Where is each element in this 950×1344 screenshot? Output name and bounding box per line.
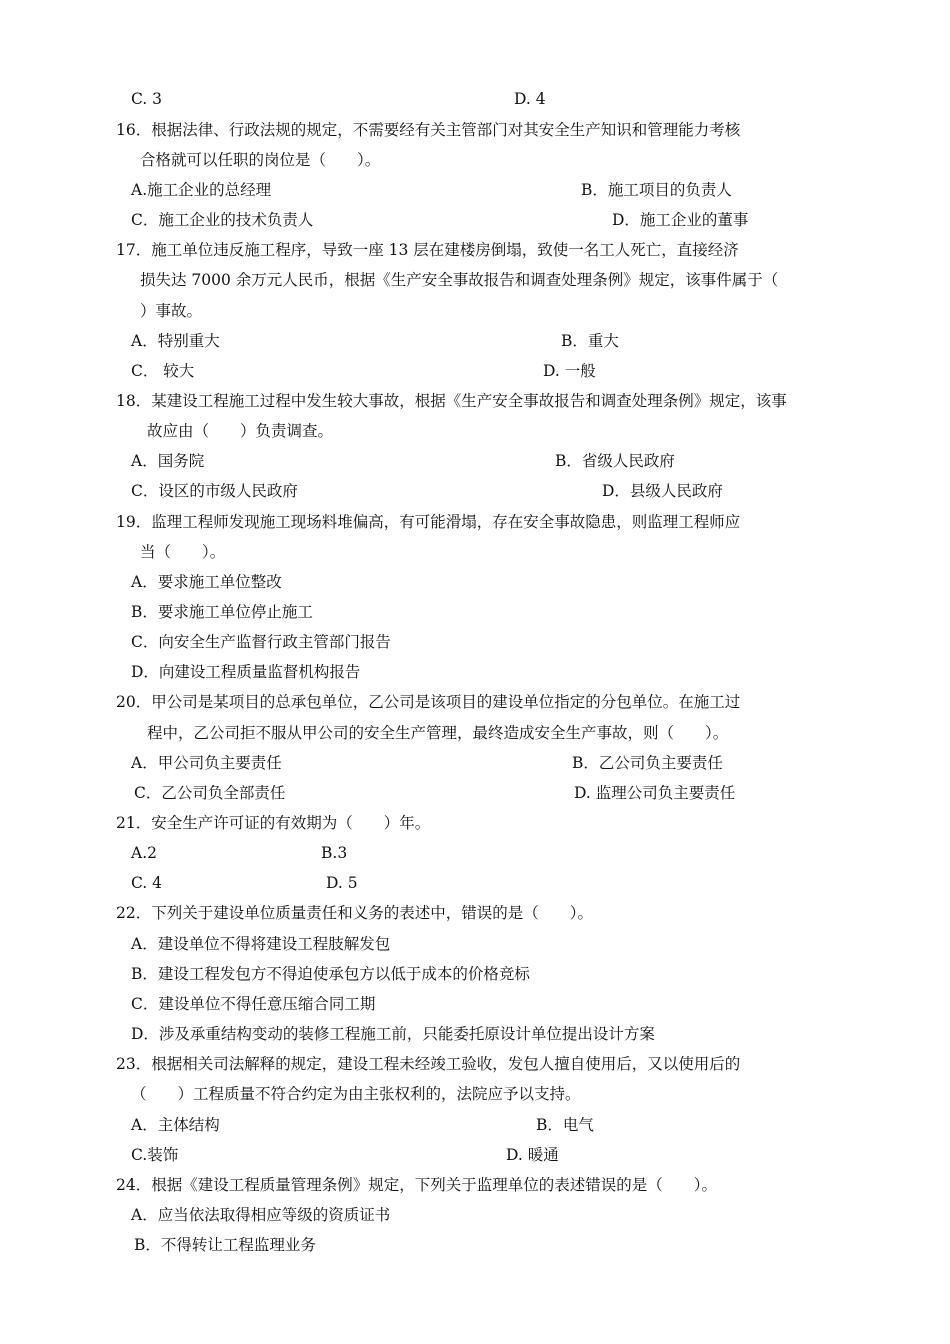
text-line: 23．根据相关司法解释的规定，建设工程未经竣工验收，发包人擅自使用后，又以使用后的 <box>116 1055 741 1073</box>
text-line: D. 一般 <box>543 362 596 380</box>
text-line: 合格就可以任职的岗位是（ ）。 <box>140 151 381 169</box>
text-line: B．施工项目的负责人 <box>581 181 732 199</box>
text-line: C．建设单位不得任意压缩合同工期 <box>131 995 376 1013</box>
text-line: D．涉及承重结构变动的装修工程施工前，只能委托原设计单位提出设计方案 <box>131 1025 655 1043</box>
text-line: B．建设工程发包方不得迫使承包方以低于成本的价格竞标 <box>131 965 530 983</box>
text-line: A.施工企业的总经理 <box>131 181 272 199</box>
text-line: A．甲公司负主要责任 <box>131 754 282 772</box>
text-line: 21．安全生产许可证的有效期为（ ）年。 <box>116 814 431 832</box>
text-line: 故应由（ ）负责调查。 <box>147 422 334 440</box>
text-line: A．特别重大 <box>131 332 220 350</box>
text-line: B．重大 <box>561 332 619 350</box>
text-line: C．向安全生产监督行政主管部门报告 <box>131 633 391 651</box>
text-line: D. 监理公司负主要责任 <box>574 784 736 802</box>
text-line: B．省级人民政府 <box>555 452 675 470</box>
text-line: C．乙公司负全部责任 <box>134 784 286 802</box>
text-line: C． 较大 <box>131 362 195 380</box>
text-line: C.装饰 <box>131 1146 179 1164</box>
text-line: A．国务院 <box>131 452 205 470</box>
text-line: A．主体结构 <box>131 1116 220 1134</box>
text-line: D．向建设工程质量监督机构报告 <box>131 663 361 681</box>
text-line: B．乙公司负主要责任 <box>572 754 723 772</box>
text-line: B．不得转让工程监理业务 <box>134 1236 316 1254</box>
text-line: B．要求施工单位停止施工 <box>131 603 313 621</box>
text-line: A．建设单位不得将建设工程肢解发包 <box>131 935 391 953</box>
text-line: D. 5 <box>326 874 358 892</box>
text-line: （ ）工程质量不符合约定为由主张权利的，法院应予以支持。 <box>131 1085 581 1103</box>
text-line: A．应当依法取得相应等级的资质证书 <box>131 1206 391 1224</box>
text-line: 22．下列关于建设单位质量责任和义务的表述中，错误的是（ ）。 <box>116 904 593 922</box>
text-line: D. 暖通 <box>506 1146 559 1164</box>
text-line: B.3 <box>321 844 348 862</box>
text-line: 17．施工单位违反施工程序，导致一座 13 层在建楼房倒塌，致使一名工人死亡，直接经济 <box>116 241 739 259</box>
text-line: D．施工企业的董事 <box>612 211 749 229</box>
text-line: 18．某建设工程施工过程中发生较大事故，根据《生产安全事故报告和调查处理条例》规定，该事 <box>116 392 787 410</box>
text-line: 损失达 7000 余万元人民币，根据《生产安全事故报告和调查处理条例》规定，该事件属于（ <box>140 271 779 289</box>
text-line: 24．根据《建设工程质量管理条例》规定，下列关于监理单位的表述错误的是（ ）。 <box>116 1176 717 1194</box>
text-line: D. 4 <box>514 90 546 108</box>
text-line: B．电气 <box>536 1116 594 1134</box>
text-line: C．设区的市级人民政府 <box>131 482 298 500</box>
text-line: 程中，乙公司拒不服从甲公司的安全生产管理，最终造成安全生产事故，则（ ）。 <box>147 724 729 742</box>
text-line: C．施工企业的技术负责人 <box>131 211 314 229</box>
text-line: 19．监理工程师发现施工现场料堆偏高，有可能滑塌，存在安全事故隐患，则监理工程师应 <box>116 513 741 531</box>
text-line: 当（ ）。 <box>140 543 226 561</box>
text-line: C. 4 <box>131 874 163 892</box>
text-line: D．县级人民政府 <box>602 482 723 500</box>
text-line: ）事故。 <box>140 302 203 320</box>
text-line: A.2 <box>131 844 157 862</box>
text-line: A．要求施工单位整改 <box>131 573 282 591</box>
text-line: C. 3 <box>131 90 163 108</box>
text-line: 20．甲公司是某项目的总承包单位，乙公司是该项目的建设单位指定的分包单位。在施工过 <box>116 693 741 711</box>
text-line: 16．根据法律、行政法规的规定，不需要经有关主管部门对其安全生产知识和管理能力考核 <box>116 121 741 139</box>
